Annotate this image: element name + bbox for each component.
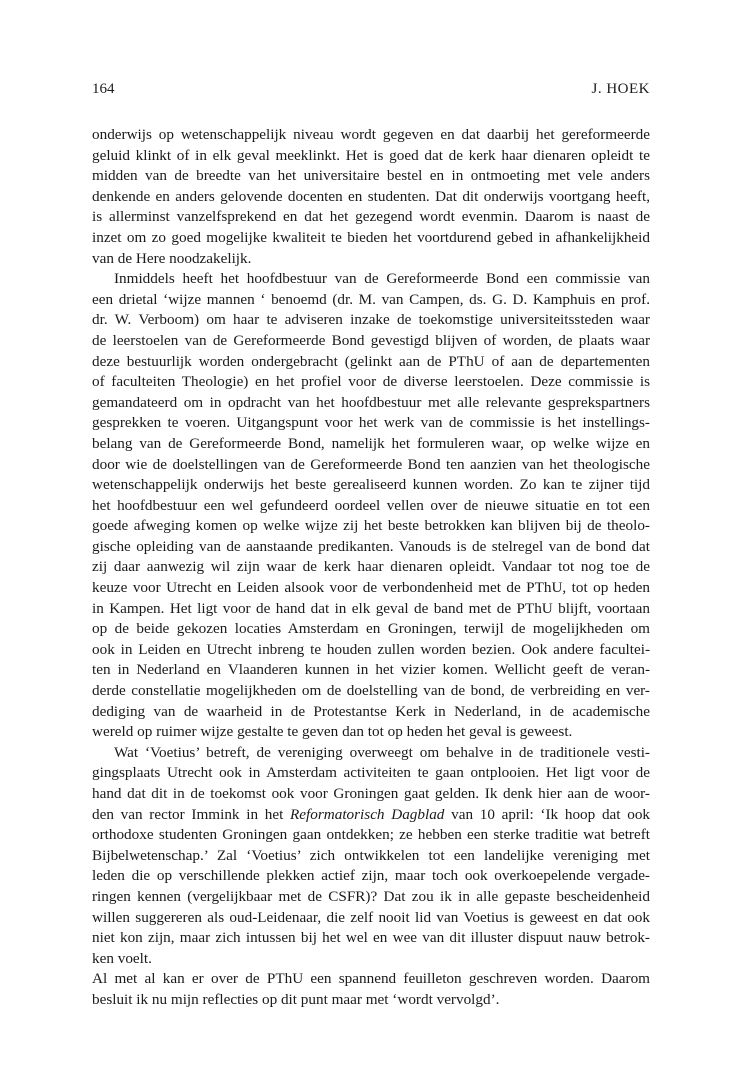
text-line: is allerminst vanzelfsprekend en dat het gezegend wordt evenmin. Daarom is naast de bbox=[92, 208, 650, 226]
running-head bbox=[92, 81, 650, 101]
text-line: van de Here noodzakelijk. bbox=[92, 249, 252, 267]
text-line: ringen kennen (vergelijkbaar met de CSFR)? Dat zou ik in alle gepaste bescheidenheid bbox=[92, 887, 650, 905]
paragraph-3 bbox=[92, 743, 650, 970]
text-line: inzet om zo goed mogelijke kwaliteit te bieden het voortdurend gebed in afhankelijkheid bbox=[92, 228, 650, 246]
paragraph-4 bbox=[92, 969, 650, 1010]
text-line: Bijbelwetenschap.’ Zal ‘Voetius’ zich ontwikkelen tot een landelijke vereniging met bbox=[92, 846, 650, 864]
text-line: Wat ‘Voetius’ betreft, de vereniging overweegt om behalve in de traditionele vesti- bbox=[114, 743, 650, 761]
body-text bbox=[92, 125, 650, 1011]
text-line: gesprekken te voeren. Uitgangspunt voor het werk van de commissie is het instellings- bbox=[92, 414, 650, 432]
text-line: Al met al kan er over de PThU een spannend feuilleton geschreven worden. Daarom bbox=[92, 970, 650, 988]
text-segment: van 10 april: ‘Ik hoop dat ook bbox=[444, 805, 651, 823]
paragraph-1 bbox=[92, 125, 650, 269]
text-line: ken voelt. bbox=[92, 949, 152, 967]
text-line: gische opleiding van de aanstaande predikanten. Vanouds is de stelregel van de bond dat bbox=[92, 537, 650, 555]
text-line: Inmiddels heeft het hoofdbestuur van de Gereformeerde Bond een commissie van bbox=[114, 270, 650, 288]
text-line: op de beide gekozen locaties Amsterdam en Groningen, terwijl de mogelijkheden om bbox=[92, 620, 650, 638]
text-line: belang van de Gereformeerde Bond, namelijk het formuleren waar, op welke wijze en bbox=[92, 434, 650, 452]
running-head-author: J. HOEK bbox=[591, 81, 650, 97]
text-line: gemandateerd om in opdracht van het hoofdbestuur met alle relevante gesprekspartners bbox=[92, 393, 650, 411]
text-line: leden die op verschillende plekken actief zijn, maar toch ook overkoepelende vergade- bbox=[92, 867, 650, 885]
text-line: willen suggereren als oud-Leidenaar, die zelf nooit lid van Voetius is geweest en dat ook bbox=[92, 908, 650, 926]
text-line: goede afweging komen op welke wijze zij het beste betrokken kan blijven bij de theolo- bbox=[92, 517, 650, 535]
page-number: 164 bbox=[92, 81, 115, 97]
text-line: wereld op ruimer wijze gestalte te geven dan tot op heden het geval is geweest. bbox=[92, 723, 573, 741]
text-line: onderwijs op wetenschappelijk niveau wordt gegeven en dat daarbij het gereformeerde bbox=[92, 126, 650, 143]
text-line: geluid klinkt of in elk geval meeklinkt. Het is goed dat de kerk haar dienaren opleidt te bbox=[92, 146, 650, 164]
text-line: ten in Nederland en Vlaanderen kunnen in het vizier komen. Wellicht geeft de veran- bbox=[92, 661, 650, 679]
text-segment: den van rector Immink in het bbox=[92, 805, 291, 823]
text-line: gingsplaats Utrecht ook in Amsterdam activiteiten te gaan ontplooien. Het ligt voor de bbox=[92, 764, 650, 782]
text-line: keuze voor Utrecht en Leiden alsook voor de verbondenheid met de PThU, tot op heden bbox=[92, 579, 650, 597]
text-line: midden van de breedte van het universitaire bestel en in ontmoeting met vele anders bbox=[92, 167, 650, 185]
text-line: denkende en anders gelovende docenten en studenten. Dat dit onderwijs voortgang heeft, bbox=[92, 187, 650, 205]
newspaper-title: Reformatorisch Dagblad bbox=[290, 805, 445, 823]
text-line: derde constellatie mogelijkheden om de doelstelling van de bond, de verbreiding en ver- bbox=[92, 682, 650, 700]
text-line: ook in Leiden en Utrecht inbreng te houden zullen worden bezien. Ook andere facultei- bbox=[92, 640, 650, 658]
text-line: het hoofdbestuur een wel gefundeerd oordeel vellen over de nieuwe situatie en tot een bbox=[92, 496, 650, 514]
text-line: deze bestuurlijk worden ondergebracht (gelinkt aan de PThU of aan de departementen bbox=[92, 352, 650, 370]
text-line: door wie de doelstellingen van de Gereformeerde Bond ten aanzien van het theologische bbox=[92, 455, 650, 473]
text-line: in Kampen. Het ligt voor de hand dat in elk geval de band met de PThU blijft, voortaan bbox=[92, 599, 650, 617]
text-line: dr. W. Verboom) om haar te adviseren inzake de toekomstige universiteitssteden waar bbox=[92, 311, 650, 329]
text-line: hand dat dit in de toekomst ook voor Groningen gaat gelden. Ik denk hier aan de woor- bbox=[92, 785, 650, 802]
text-line bbox=[92, 805, 650, 826]
text-line: orthodoxe studenten Groningen gaan ontdekken; ze hebben een sterke traditie wat betreft bbox=[92, 826, 650, 844]
text-line: of faculteiten Theologie) en het profiel voor de diverse leerstoelen. Deze commissie is bbox=[92, 373, 650, 391]
text-line: wetenschappelijk onderwijs het beste gerealiseerd kunnen worden. Zo kan te zijner tijd bbox=[92, 476, 650, 494]
text-line: een drietal ‘wijze mannen ‘ benoemd (dr. M. van Campen, ds. G. D. Kamphuis en prof. bbox=[92, 290, 650, 308]
text-line: de leerstoelen van de Gereformeerde Bond gevestigd blijven of worden, de plaats waar bbox=[92, 331, 650, 349]
paragraph-2 bbox=[92, 269, 650, 743]
text-line: niet kon zijn, maar zich intussen bij het wel en wee van dit illuster dispuut nauw betrok- bbox=[92, 929, 650, 947]
text-line: dediging van de waarheid in de Protestantse Kerk in Nederland, in de academische bbox=[92, 702, 650, 720]
text-line: besluit ik nu mijn reflecties op dit punt maar met ‘wordt vervolgd’. bbox=[92, 990, 500, 1008]
text-line: zij daar aanwezig wil zijn waar de kerk haar dienaren opleidt. Vandaar tot nog toe de bbox=[92, 558, 650, 576]
